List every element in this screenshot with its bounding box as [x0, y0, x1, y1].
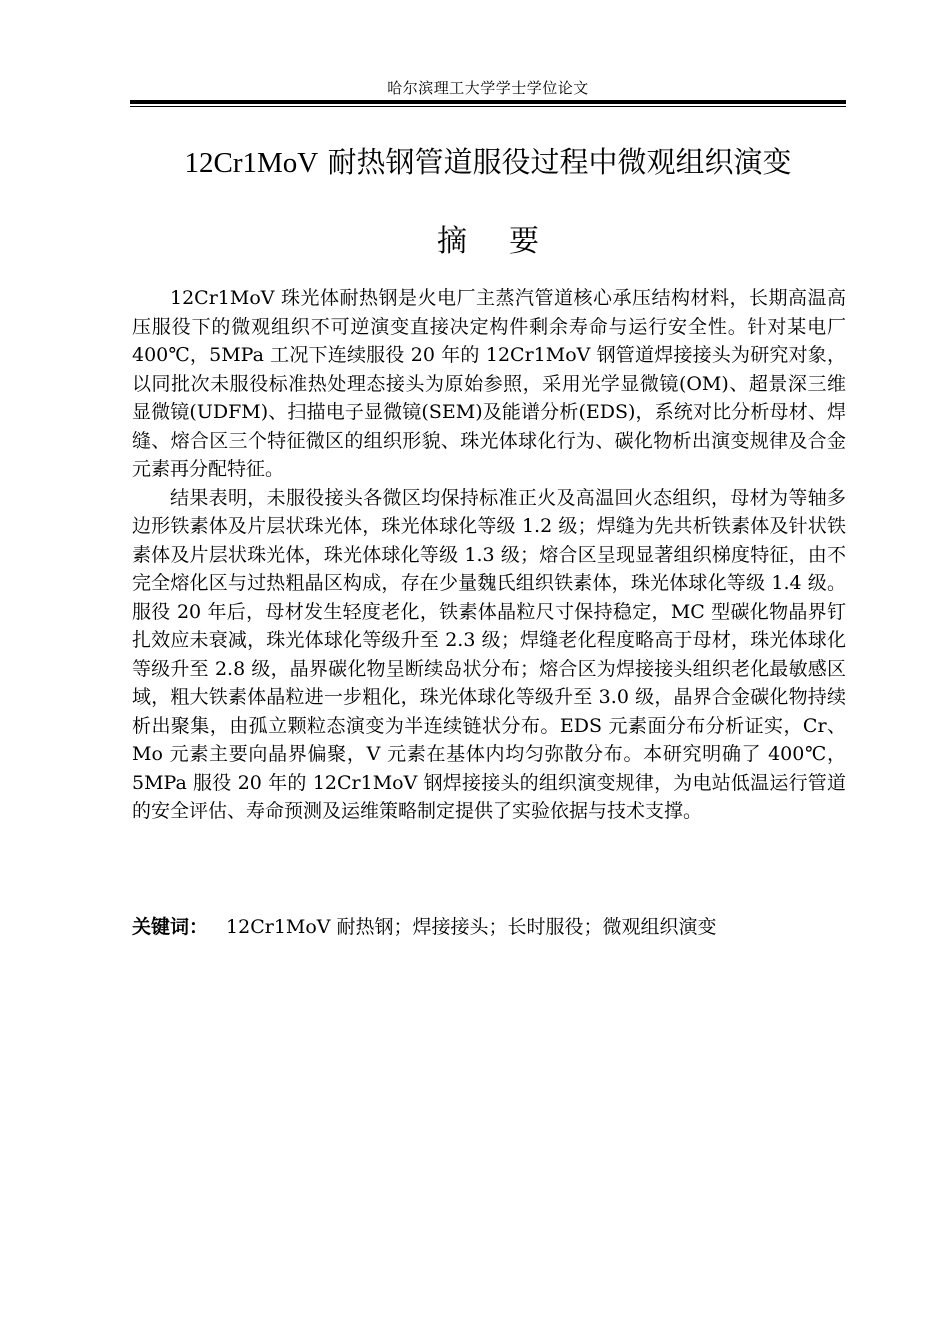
abstract-body	[132, 284, 846, 826]
running-header: 哈尔滨理工大学学士学位论文	[387, 79, 589, 97]
keywords-text: 12Cr1MoV 耐热钢；焊接接头；长时服役；微观组织演变	[226, 916, 717, 938]
keywords-line	[132, 913, 846, 941]
abstract-paragraph-1: 12Cr1MoV 珠光体耐热钢是火电厂主蒸汽管道核心承压结构材料，长期高温高压服役下的微观组织不可逆演变直接决定构件剩余寿命与运行安全性。针对某电厂 400℃，5MPa 工况下连续服役 20 年的 12Cr1MoV 钢管道焊接接头为研究对象，以同批次未服役标准热处理态接头为原始参照，采用光学显微镜(OM)、超景深三维显微镜(UDFM)、扫描电子显微镜(SEM)及能谱分析(EDS)，系统对比分析母材、焊缝、熔合区三个特征微区的组织形貌、珠光体球化行为、碳化物析出演变规律及合金元素再分配特征。	[132, 287, 846, 480]
header-rule-thick	[130, 100, 846, 104]
paper-title-lead: 12Cr1MoV	[184, 147, 319, 179]
keywords-label: 关键词：	[132, 916, 209, 938]
header-rule-thin	[130, 106, 846, 107]
abstract-paragraph-2: 结果表明，未服役接头各微区均保持标准正火及高温回火态组织，母材为等轴多边形铁素体及片层状珠光体，珠光体球化等级 1.2 级；焊缝为先共析铁素体及针状铁素体及片层状珠光体，珠光体球化等级 1.3 级；熔合区呈现显著组织梯度特征，由不完全熔化区与过热粗晶区构成，存在少量魏氏组织铁素体，珠光体球化等级 1.4 级。服役 20 年后，母材发生轻度老化，铁素体晶粒尺寸保持稳定，MC 型碳化物晶界钉扎效应未衰减，珠光体球化等级升至 2.3 级；焊缝老化程度略高于母材，珠光体球化等级升至 2.8 级，晶界碳化物呈断续岛状分布；熔合区为焊接接头组织老化最敏感区域，粗大铁素体晶粒进一步粗化，珠光体球化等级升至 3.0 级，晶界合金碳化物持续析出聚集，由孤立颗粒态演变为半连续链状分布。EDS 元素面分布分析证实，Cr、Mo 元素主要向晶界偏聚，V 元素在基体内均匀弥散分布。本研究明确了 400℃，5MPa 服役 20 年的 12Cr1MoV 钢焊接接头的组织演变规律，为电站低温运行管道的安全评估、寿命预测及运维策略制定提供了实验依据与技术支撑。	[132, 486, 846, 822]
abstract-heading: 摘要	[437, 224, 581, 259]
paper-title-rest: 耐热钢管道服役过程中微观组织演变	[318, 145, 792, 179]
paper-title	[130, 142, 846, 183]
